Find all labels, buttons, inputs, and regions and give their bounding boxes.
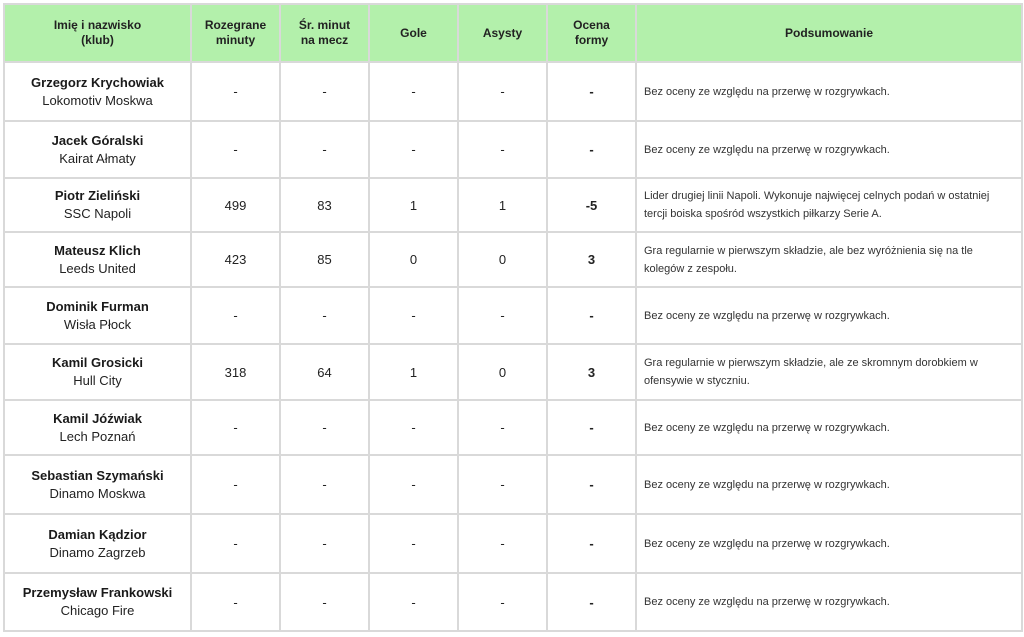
avg-minutes-cell: - — [280, 573, 369, 631]
summary-cell: Bez oceny ze względu na przerwę w rozgrywkach. — [636, 573, 1022, 631]
player-name: Mateusz Klich — [54, 242, 141, 258]
header-row — [4, 4, 1022, 62]
avg-minutes-cell: 64 — [280, 344, 369, 400]
goals-cell: - — [369, 514, 458, 573]
player-name: Piotr Zieliński — [54, 188, 141, 203]
header-avg-minutes — [280, 4, 369, 62]
player-club: SSC Napoli — [63, 206, 132, 221]
header-minutes-line1: Rozegrane — [204, 18, 267, 32]
goals-cell: 1 — [369, 178, 458, 232]
header-goals: Gole — [369, 4, 458, 62]
assists-cell: 0 — [458, 232, 547, 287]
player-club: Hull City — [73, 373, 122, 388]
assists-cell: - — [458, 514, 547, 573]
assists-cell: - — [458, 287, 547, 344]
table-row — [4, 455, 1022, 514]
avg-minutes-cell: - — [280, 121, 369, 178]
goals-cell: - — [369, 121, 458, 178]
player-name: Dominik Furman — [46, 298, 149, 314]
summary-cell: Bez oceny ze względu na przerwę w rozgrywkach. — [636, 455, 1022, 514]
assists-cell: 1 — [458, 178, 547, 232]
summary-cell: Gra regularnie w pierwszym składzie, ale bez wyróżnienia się na tle kolegów z zespołu. — [636, 232, 1022, 287]
form-rating-cell: 3 — [547, 232, 636, 287]
header-name-line1: Imię i nazwisko — [53, 18, 142, 32]
assists-cell: - — [458, 62, 547, 121]
table-row — [4, 287, 1022, 344]
summary-cell: Bez oceny ze względu na przerwę w rozgrywkach. — [636, 62, 1022, 121]
assists-cell: - — [458, 121, 547, 178]
player-cell — [4, 62, 191, 121]
minutes-cell: - — [191, 455, 280, 514]
table-row — [4, 178, 1022, 232]
player-name: Kamil Jóźwiak — [53, 410, 142, 426]
player-cell — [4, 344, 191, 400]
player-club: Dinamo Zagrzeb — [49, 544, 146, 560]
players-table — [3, 3, 1023, 632]
summary-cell: Bez oceny ze względu na przerwę w rozgrywkach. — [636, 287, 1022, 344]
avg-minutes-cell: - — [280, 514, 369, 573]
header-minutes-line2: minuty — [215, 33, 256, 47]
avg-minutes-cell: - — [280, 400, 369, 455]
minutes-cell: - — [191, 400, 280, 455]
assists-cell: - — [458, 455, 547, 514]
table-row — [4, 400, 1022, 455]
assists-cell: 0 — [458, 344, 547, 400]
header-form-line1: Ocena — [573, 18, 610, 32]
player-club: Wisła Płock — [63, 316, 132, 332]
minutes-cell: - — [191, 573, 280, 631]
goals-cell: - — [369, 62, 458, 121]
table-row — [4, 514, 1022, 573]
header-summary: Podsumowanie — [636, 4, 1022, 62]
header-form — [547, 4, 636, 62]
table-row — [4, 344, 1022, 400]
goals-cell: - — [369, 287, 458, 344]
player-cell — [4, 287, 191, 344]
minutes-cell: - — [191, 287, 280, 344]
avg-minutes-cell: - — [280, 455, 369, 514]
player-club: Dinamo Moskwa — [49, 485, 146, 501]
player-name: Damian Kądzior — [48, 526, 147, 542]
avg-minutes-cell: - — [280, 62, 369, 121]
form-rating-cell: - — [547, 455, 636, 514]
header-avg-line1: Śr. minut — [298, 18, 351, 32]
goals-cell: - — [369, 455, 458, 514]
player-cell — [4, 455, 191, 514]
player-name: Sebastian Szymański — [31, 467, 164, 483]
player-name: Kamil Grosicki — [51, 355, 144, 370]
form-rating-cell: - — [547, 287, 636, 344]
assists-cell: - — [458, 573, 547, 631]
table-row — [4, 573, 1022, 631]
summary-cell: Bez oceny ze względu na przerwę w rozgrywkach. — [636, 514, 1022, 573]
player-club: Kairat Ałmaty — [59, 150, 136, 166]
player-name: Jacek Góralski — [51, 132, 144, 148]
minutes-cell: - — [191, 514, 280, 573]
form-rating-cell: 3 — [547, 344, 636, 400]
player-club: Leeds United — [59, 260, 136, 276]
player-cell — [4, 573, 191, 631]
minutes-cell: 499 — [191, 178, 280, 232]
header-avg-line2: na mecz — [300, 33, 349, 47]
goals-cell: 0 — [369, 232, 458, 287]
form-rating-cell: -5 — [547, 178, 636, 232]
form-rating-cell: - — [547, 573, 636, 631]
table-row — [4, 121, 1022, 178]
header-name — [4, 4, 191, 62]
summary-cell: Bez oceny ze względu na przerwę w rozgrywkach. — [636, 121, 1022, 178]
player-name: Przemysław Frankowski — [22, 585, 173, 600]
player-cell — [4, 232, 191, 287]
summary-cell: Gra regularnie w pierwszym składzie, ale ze skromnym dorobkiem w ofensywie w styczniu. — [636, 344, 1022, 400]
form-rating-cell: - — [547, 62, 636, 121]
form-rating-cell: - — [547, 121, 636, 178]
form-rating-cell: - — [547, 514, 636, 573]
goals-cell: 1 — [369, 344, 458, 400]
header-form-line2: formy — [574, 33, 609, 47]
avg-minutes-cell: 83 — [280, 178, 369, 232]
avg-minutes-cell: 85 — [280, 232, 369, 287]
minutes-cell: 423 — [191, 232, 280, 287]
player-name: Grzegorz Krychowiak — [31, 74, 164, 90]
player-club: Lech Poznań — [59, 428, 136, 444]
summary-cell: Bez oceny ze względu na przerwę w rozgrywkach. — [636, 400, 1022, 455]
table-row — [4, 232, 1022, 287]
player-cell — [4, 400, 191, 455]
avg-minutes-cell: - — [280, 287, 369, 344]
summary-cell: Lider drugiej linii Napoli. Wykonuje najwięcej celnych podań w ostatniej tercji boiska spośród wszystkich piłkarzy Serie A. — [636, 178, 1022, 232]
player-cell — [4, 514, 191, 573]
header-assists: Asysty — [458, 4, 547, 62]
table-body — [4, 62, 1022, 631]
table-row — [4, 62, 1022, 121]
player-club: Chicago Fire — [60, 603, 135, 618]
minutes-cell: - — [191, 62, 280, 121]
player-cell — [4, 178, 191, 232]
player-cell — [4, 121, 191, 178]
form-rating-cell: - — [547, 400, 636, 455]
player-club: Lokomotiv Moskwa — [42, 92, 153, 108]
assists-cell: - — [458, 400, 547, 455]
goals-cell: - — [369, 573, 458, 631]
header-minutes — [191, 4, 280, 62]
minutes-cell: 318 — [191, 344, 280, 400]
minutes-cell: - — [191, 121, 280, 178]
goals-cell: - — [369, 400, 458, 455]
header-name-line2: (klub) — [81, 33, 114, 47]
